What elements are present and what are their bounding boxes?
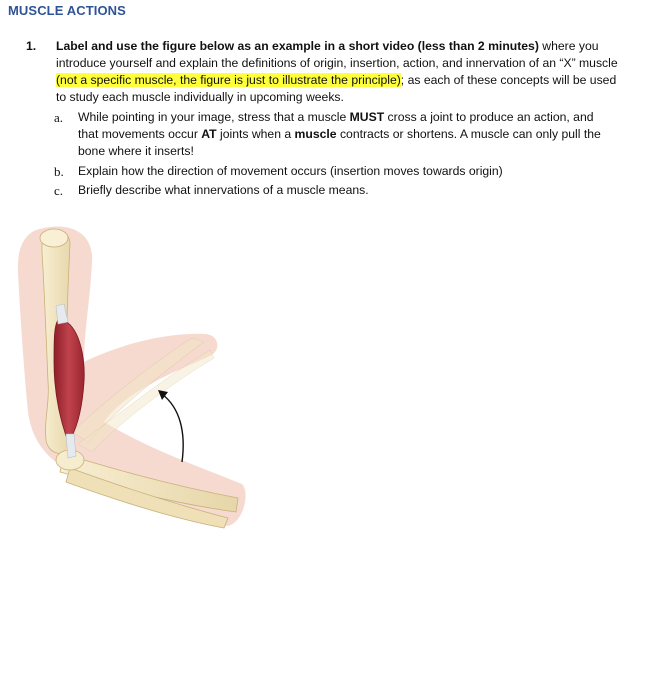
question-1 bbox=[26, 38, 626, 106]
subitem-a bbox=[54, 109, 614, 160]
subitem-text bbox=[78, 109, 614, 160]
subitem-a-part: cross a joint to produce an action, and that movements occur bbox=[78, 110, 594, 141]
subitem-text: Briefly describe what innervations of a muscle means. bbox=[78, 183, 369, 197]
emphasis-must: MUST bbox=[349, 110, 385, 124]
subitem-b bbox=[54, 163, 614, 180]
subitem-letter: a. bbox=[54, 110, 64, 125]
subitem-a-part: joints when a bbox=[216, 127, 295, 141]
emphasis-muscle: muscle bbox=[294, 127, 337, 141]
subitem-letter: b. bbox=[54, 164, 64, 179]
arm-muscle-diagram-icon bbox=[14, 222, 254, 554]
movement-arc bbox=[162, 394, 183, 462]
question-highlight: (not a specific muscle, the figure is just to illustrate the principle) bbox=[56, 73, 401, 87]
question-number: 1. bbox=[26, 39, 37, 53]
question-text bbox=[56, 38, 626, 106]
arm-muscle-figure bbox=[14, 222, 254, 554]
emphasis-at: AT bbox=[201, 127, 217, 141]
subitem-a-part: While pointing in your image, stress that a muscle bbox=[78, 110, 350, 124]
humerus-head bbox=[40, 229, 68, 247]
question-text-2: ; as each of these concepts will be used to study each muscle individually in upcoming weeks. bbox=[56, 73, 617, 104]
subitem-text: Explain how the direction of movement occurs (insertion moves towards origin) bbox=[78, 164, 503, 178]
question-bold-intro: Label and use the figure below as an example in a short video (less than 2 minutes) bbox=[56, 39, 539, 53]
page-title: MUSCLE ACTIONS bbox=[8, 3, 126, 18]
question-text-1: where you introduce yourself and explain the definitions of origin, insertion, action, and innervation of an “X” muscle bbox=[56, 39, 618, 70]
insertion-tendon bbox=[66, 434, 76, 458]
subitem-letter: c. bbox=[54, 183, 64, 198]
subitem-c bbox=[54, 182, 614, 199]
subitem-a-part: contracts or shortens. A muscle can only pull the bone where it inserts! bbox=[78, 127, 601, 158]
